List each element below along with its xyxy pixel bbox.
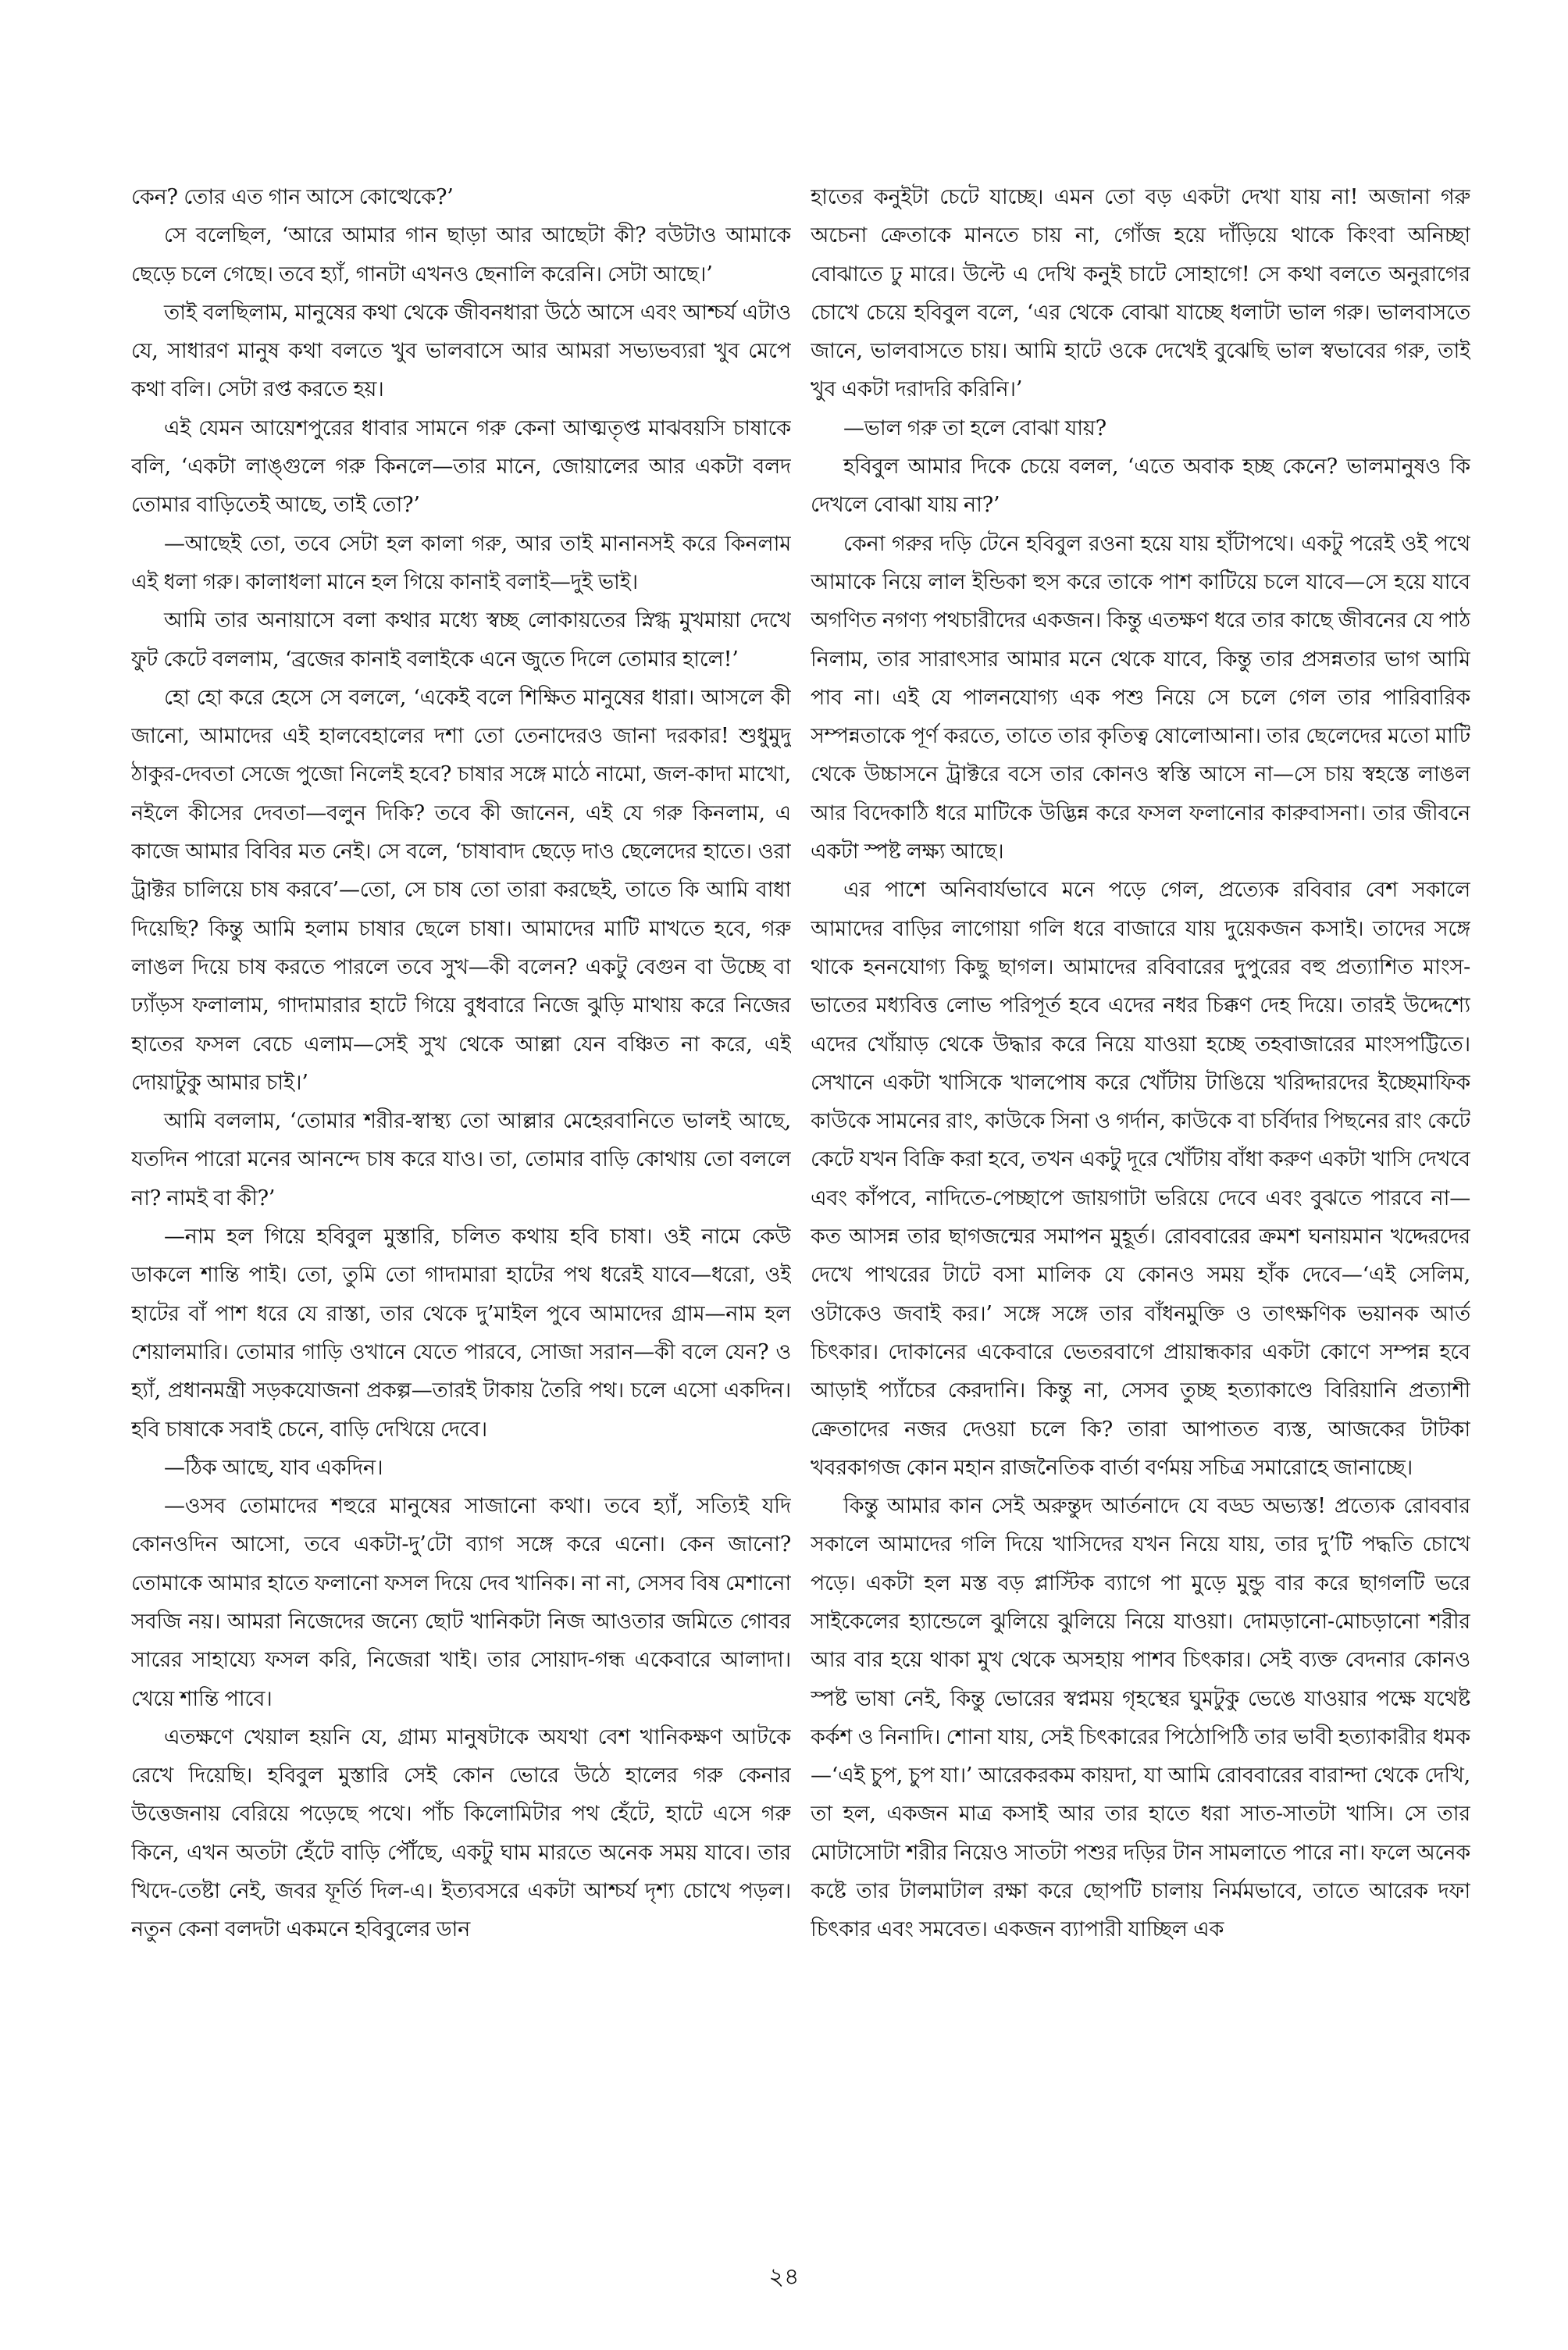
paragraph: —নাম হল গিয়ে হবিবুল মুস্তারি, চলিত কথায় হবি চাষা। ওই নামে কেউ ডাকলে শান্তি পাই। তো, তুমি তো গাদামারা হাটের পথ ধরেই যাবে—ধরো, ওই হাটের বাঁ পাশ ধরে যে রাস্তা, তার থেকে দু’মাইল পুবে আমাদের গ্রাম—নাম হল শেয়ালমারি। তোমার গাড়ি ওখানে যেতে পারবে, সোজা সরান—কী বলে যেন? ও হ্যাঁ, প্রধানমন্ত্রী সড়কযোজনা প্রকল্প—তারই টাকায় তৈরি পথ। চলে এসো একদিন। হবি চাষাকে সবাই চেনে, বাড়ি দেখিয়ে দেবে। bbox=[131, 1225, 791, 1442]
paragraph: হবিবুল আমার দিকে চেয়ে বলল, ‘এতে অবাক হচ্ছ কেনে? ভালমানুষও কি দেখলে বোঝা যায় না?’ bbox=[811, 455, 1470, 518]
paragraph: কেনা গরুর দড়ি টেনে হবিবুল রওনা হয়ে যায় হাঁটাপথে। একটু পরেই ওই পথে আমাকে নিয়ে লাল ইন্ডিকা হুস করে তাকে পাশ কাটিয়ে চলে যাবে—সে হয়ে যাবে অগণিত নগণ্য পথচারীদের একজন। কিন্তু এতক্ষণ ধরে তার কাছে জীবনের যে পাঠ নিলাম, তার সারাৎসার আমার মনে থেকে যাবে, কিন্তু তার প্রসন্নতার ভাগ আমি পাব না। এই যে পালনযোগ্য এক পশু নিয়ে সে চলে গেল তার পারিবারিক সম্পন্নতাকে পূর্ণ করতে, তাতে তার কৃতিত্ব ষোলোআনা। তার ছেলেদের মতো মাটি থেকে উচ্চাসনে ট্রাক্টরে বসে তার কোনও স্বস্তি আসে না—সে চায় স্বহস্তে লাঙল আর বিদেকাঠি ধরে মাটিকে উদ্ভিন্ন করে ফসল ফলানোর কারুবাসনা। তার জীবনে একটা স্পষ্ট লক্ষ্য আছে। bbox=[811, 531, 1470, 865]
paragraph: এই যেমন আয়েশপুরের ধাবার সামনে গরু কেনা আত্মতৃপ্ত মাঝবয়সি চাষাকে বলি, ‘একটা লাঙ্গুলে গরু কিনলে—তার মানে, জোয়ালের আর একটা বলদ তোমার বাড়িতেই আছে, তাই তো?’ bbox=[131, 415, 791, 518]
paragraph: —ওসব তোমাদের শহুরে মানুষের সাজানো কথা। তবে হ্যাঁ, সত্যিই যদি কোনওদিন আসো, তবে একটা-দু’টো ব্যাগ সঙ্গে করে এনো। কেন জানো? তোমাকে আমার হাতে ফলানো ফসল দিয়ে দেব খানিক। না না, সেসব বিষ মেশানো সবজি নয়। আমরা নিজেদের জন্যে ছোট খানিকটা নিজ আওতার জমিতে গোবর সারের সাহায্যে ফসল করি, নিজেরা খাই। তার সোয়াদ-গন্ধ একেবারে আলাদা। খেয়ে শান্তি পাবে। bbox=[131, 1494, 791, 1711]
paragraph: সে বলেছিল, ‘আরে আমার গান ছাড়া আর আছেটা কী? বউটাও আমাকে ছেড়ে চলে গেছে। তবে হ্যাঁ, গানটা এখনও ছেনালি করেনি। সেটা আছে।’ bbox=[131, 223, 791, 287]
paragraph: হো হো করে হেসে সে বললে, ‘একেই বলে শিক্ষিত মানুষের ধারা। আসলে কী জানো, আমাদের এই হালবেহালের দশা তো তেনাদেরও জানা দরকার! শুধুমুদু ঠাকুর-দেবতা সেজে পুজো নিলেই হবে? চাষার সঙ্গে মাঠে নামো, জল-কাদা মাখো, নইলে কীসের দেবতা—বলুন দিকি? তবে কী জানেন, এই যে গরু কিনলাম, এ কাজে আমার বিবির মত নেই। সে বলে, ‘চাষাবাদ ছেড়ে দাও ছেলেদের হাতে। ওরা ট্রাক্টর চালিয়ে চাষ করবে’—তো, সে চাষ তো তারা করছেই, তাতে কি আমি বাধা দিয়েছি? কিন্তু আমি হলাম চাষার ছেলে চাষা। আমাদের মাটি মাখতে হবে, গরু লাঙল দিয়ে চাষ করতে পারলে তবে সুখ—কী বলেন? একটু বেগুন বা উচ্ছে বা ঢ্যাঁড়স ফলালাম, গাদামারার হাটে গিয়ে বুধবারে নিজে ঝুড়ি মাথায় করে নিজের হাতের ফসল বেচে এলাম—সেই সুখ থেকে আল্লা যেন বঞ্চিত না করে, এই দোয়াটুকু আমার চাই।’ bbox=[131, 685, 791, 1095]
left-text-column bbox=[131, 178, 791, 2224]
paragraph: —ঠিক আছে, যাব একদিন। bbox=[164, 1455, 383, 1480]
right-text-column bbox=[811, 178, 1470, 2224]
paragraph: তাই বলছিলাম, মানুষের কথা থেকে জীবনধারা উঠে আসে এবং আশ্চর্য এটাও যে, সাধারণ মানুষ কথা বলতে খুব ভালবাসে আর আমরা সভ্যভব্যরা খুব মেপে কথা বলি। সেটা রপ্ত করতে হয়। bbox=[131, 300, 791, 402]
paragraph: —আছেই তো, তবে সেটা হল কালা গরু, আর তাই মানানসই করে কিনলাম এই ধলা গরু। কালাধলা মানে হল গিয়ে কানাই বলাই—দুই ভাই। bbox=[131, 531, 791, 594]
paragraph: আমি তার অনায়াসে বলা কথার মধ্যে স্বচ্ছ লোকায়তের স্নিগ্ধ মুখমায়া দেখে ফুট কেটে বললাম, ‘ব্রজের কানাই বলাইকে এনে জুতে দিলে তোমার হালে!’ bbox=[131, 608, 791, 672]
paragraph: কেন? তোর এত গান আসে কোত্থেকে?’ bbox=[131, 185, 454, 209]
page-number: ২৪ bbox=[768, 2263, 800, 2291]
paragraph: আমি বললাম, ‘তোমার শরীর-স্বাস্থ্য তো আল্লার মেহেরবানিতে ভালই আছে, যতদিন পারো মনের আনন্দে চাষ করে যাও। তা, তোমার বাড়ি কোথায় তো বললে না? নামই বা কী?’ bbox=[131, 1109, 791, 1211]
paragraph: কিন্তু আমার কান সেই অরুন্তুদ আর্তনাদে যে বড্ড অভ্যস্ত! প্রত্যেক রোববার সকালে আমাদের গলি দিয়ে খাসিদের যখন নিয়ে যায়, তার দু’টি পদ্ধতি চোখে পড়ে। একটা হল মস্ত বড় প্লাস্টিক ব্যাগে পা মুড়ে মুন্ডু বার করে ছাগলটি ভরে সাইকেলের হ্যান্ডেলে ঝুলিয়ে ঝুলিয়ে নিয়ে যাওয়া। দোমড়ানো-মোচড়ানো শরীর আর বার হয়ে থাকা মুখ থেকে অসহায় পাশব চিৎকার। সেই ব্যক্ত বেদনার কোনও স্পষ্ট ভাষা নেই, কিন্তু ভোরের স্বপ্নময় গৃহস্থের ঘুমটুকু ভেঙে যাওয়ার পক্ষে যথেষ্ট কর্কশ ও নিনাদি। শোনা যায়, সেই চিৎকারের পিঠোপিঠি তার ভাবী হত্যাকারীর ধমক—‘এই চুপ, চুপ যা।’ আরেকরকম কায়দা, যা আমি রোববারের বারান্দা থেকে দেখি, তা হল, একজন মাত্র কসাই আর তার হাতে ধরা সাত-সাতটা খাসি। সে তার মোটাসোটা শরীর নিয়েও সাতটা পশুর দড়ির টান সামলাতে পারে না। ফলে অনেক কষ্টে তার টালমাটাল রক্ষা করে ছোপটি চালায় নির্মমভাবে, তাতে আরেক দফা চিৎকার এবং সমবেত। একজন ব্যাপারী যাচ্ছিল এক bbox=[811, 1494, 1470, 1942]
paragraph: হাতের কনুইটা চেটে যাচ্ছে। এমন তো বড় একটা দেখা যায় না! অজানা গরু অচেনা ক্রেতাকে মানতে চায় না, গোঁজ হয়ে দাঁড়িয়ে থাকে কিংবা অনিচ্ছা বোঝাতে ঢু মারে। উল্টে এ দেখি কনুই চাটে সোহাগে! সে কথা বলতে অনুরাগের চোখে চেয়ে হবিবুল বলে, ‘এর থেকে বোঝা যাচ্ছে ধলাটা ভাল গরু। ভালবাসতে জানে, ভালবাসতে চায়। আমি হাটে ওকে দেখেই বুঝেছি ভাল স্বভাবের গরু, তাই খুব একটা দরাদরি করিনি।’ bbox=[811, 185, 1470, 402]
paragraph: —ভাল গরু তা হলে বোঝা যায়? bbox=[843, 415, 1107, 440]
paragraph: এর পাশে অনিবার্যভাবে মনে পড়ে গেল, প্রত্যেক রবিবার বেশ সকালে আমাদের বাড়ির লাগোয়া গলি ধরে বাজারে যায় দুয়েকজন কসাই। তাদের সঙ্গে থাকে হননযোগ্য কিছু ছাগল। আমাদের রবিবারের দুপুরের বহু প্রত্যাশিত মাংস-ভাতের মধ্যবিত্ত লোভ পরিপূর্ত হবে এদের নধর চিক্কণ দেহ দিয়ে। তারই উদ্দেশ্যে এদের খোঁয়াড় থেকে উদ্ধার করে নিয়ে যাওয়া হচ্ছে তহবাজারের মাংসপট্টিতে। সেখানে একটা খাসিকে খালপোষ করে খোঁটায় টাঙিয়ে খরিদ্দারদের ইচ্ছেমাফিক কাউকে সামনের রাং, কাউকে সিনা ও গর্দান, কাউকে বা চর্বিদার পিছনের রাং কেটে কেটে যখন বিক্রি করা হবে, তখন একটু দূরে খোঁটায় বাঁধা করুণ একটা খাসি দেখবে এবং কাঁপবে, নাদিতে-পেচ্ছাপে জায়গাটা ভরিয়ে দেবে এবং বুঝতে পারবে না—কত আসন্ন তার ছাগজন্মের সমাপন মুহূর্ত। রোববারের ক্রমশ ঘনায়মান খদ্দেরদের দেখে পাথরের টাটে বসা মালিক যে কোনও সময় হাঁক দেবে—‘এই সেলিম, ওটাকেও জবাই কর।’ সঙ্গে সঙ্গে তার বাঁধনমুক্তি ও তাৎক্ষণিক ভয়ানক আর্ত চিৎকার। দোকানের একেবারে ভেতরবাগে প্রায়ান্ধকার একটা কোণে সম্পন্ন হবে আড়াই প্যাঁচের কেরদানি। কিন্তু না, সেসব তুচ্ছ হত্যাকাণ্ডে বিরিয়ানি প্রত্যাশী ক্রেতাদের নজর দেওয়া চলে কি? তারা আপাতত ব্যস্ত, আজকের টাটকা খবরকাগজ কোন মহান রাজনৈতিক বার্তা বর্ণময় সচিত্র সমারোহে জানাচ্ছে। bbox=[811, 878, 1470, 1480]
paragraph: এতক্ষণে খেয়াল হয়নি যে, গ্রাম্য মানুষটাকে অযথা বেশ খানিকক্ষণ আটকে রেখে দিয়েছি। হবিবুল মুস্তারি সেই কোন ভোরে উঠে হালের গরু কেনার উত্তেজনায় বেরিয়ে পড়েছে পথে। পাঁচ কিলোমিটার পথ হেঁটে, হাটে এসে গরু কিনে, এখন অতটা হেঁটে বাড়ি পৌঁছে, একটু ঘাম মারতে অনেক সময় যাবে। তার খিদে-তেষ্টা নেই, জবর ফূর্তি দিল-এ। ইত্যবসরে একটা আশ্চর্য দৃশ্য চোখে পড়ল। নতুন কেনা বলদটা একমনে হবিবুলের ডান bbox=[131, 1724, 791, 1942]
